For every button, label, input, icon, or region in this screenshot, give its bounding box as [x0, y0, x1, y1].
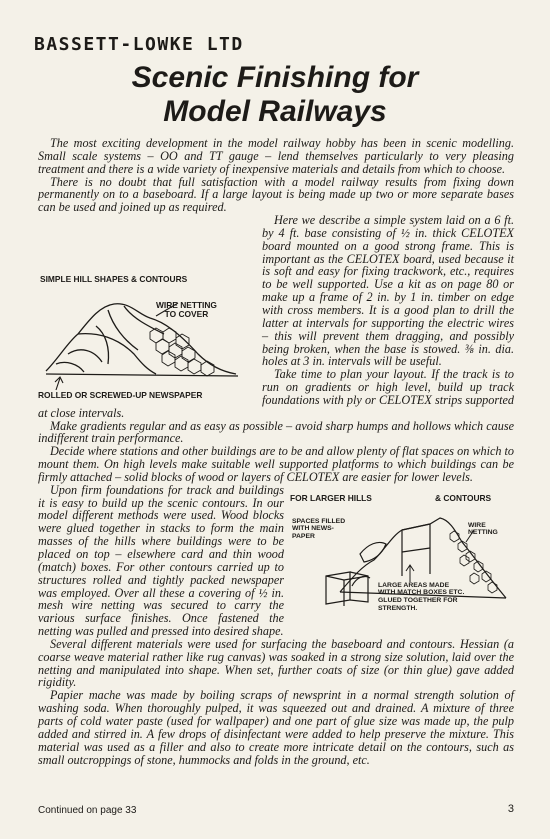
- newspaper-label: ROLLED OR SCREWED-UP NEWSPAPER: [38, 390, 203, 401]
- paragraph-9: Papier mache was made by boiling scraps of newsprint in a normal strength solution of washing soda. When thoroughly pulped, it was squeezed out and drained. A mixture of three parts of cold water paste (used for wallpaper) and one part of glue size was made up, the pulp added and stirred in. A few drops of disinfectant were added to help preserve the mixture. This material was used as a filler and also to create more intricate detail on the contours, such as small outcroppings of stone, hummocks and folds in the ground, etc.: [38, 688, 514, 767]
- larger-hills-title: FOR LARGER HILLS: [290, 492, 372, 503]
- brand-heading: BASSETT-LOWKE LTD: [34, 34, 244, 55]
- paragraph-4: Take time to plan your layout. If the track is to run on gradients or high level, build up track foundations with ply or CELOTEX strips supported at close intervals.: [38, 367, 514, 420]
- page-title-line-1: Scenic Finishing for: [131, 61, 419, 94]
- page-title-line-2: Model Railways: [163, 95, 387, 128]
- paragraph-3: Here we describe a simple system laid on a 6 ft. by 4 ft. base consisting of ½ in. thick CELOTEX board mounted on a good strong frame. This is important as the CELOTEX board, used because it is soft and easy for fixing trackwork, etc., requires to be well supported. Use a kit as on page 80 or make up a frame of 2 in. by 1 in. timber on edge with cross members. It is a good plan to drill the latter at intervals for supporting the electric wires – this will prevent them dragging, and possibly being broken, when the base is stowed. ⅜ in. dia. holes at 3 in. intervals will be useful.: [262, 213, 514, 369]
- paragraph-1: The most exciting development in the model railway hobby has been in scenic modelling. Small scale systems – OO and TT gauge – lend themselves particularly to very pleasing treatment and there is a wide variety of inexpensive materials and details from which to choose.: [38, 136, 514, 176]
- paragraph-8: Several different materials were used for surfacing the baseboard and contours. Hessian (a coarse weave material rather like rug canvas) was soaked in a strong size solution, laid over the netting and manipulated into shape. When set, further coats of size (or thin glue) gave added rigidity.: [38, 636, 514, 690]
- article-body: [38, 137, 514, 766]
- hill-shapes-illustration: [38, 214, 256, 400]
- figure-larger-hills: [290, 490, 514, 620]
- figure-hill-shapes: [38, 214, 256, 400]
- continued-note: Continued on page 33: [38, 805, 137, 816]
- paragraph-5: Make gradients regular and as easy as possible – avoid sharp humps and hollows which cause indifferent train performance.: [38, 418, 514, 446]
- paragraph-6: Decide where stations and other buildings are to be and allow plenty of flat spaces on which to mount them. On high levels make suitable well supported platforms to which buildings can be firmly attached – solid blocks of wood or layers of CELOTEX are easier for lower levels.: [38, 444, 514, 484]
- page-number: 3: [507, 803, 514, 815]
- wire-netting-label: WIRE NETTING TO COVER: [156, 300, 217, 320]
- hill-shapes-title: SIMPLE HILL SHAPES & CONTOURS: [40, 274, 188, 285]
- wire-netting-label-2: WIRE NETTING: [468, 521, 498, 537]
- spaces-filled-label: SPACES FILLED WITH NEWS- PAPER: [292, 517, 346, 540]
- paragraph-2: There is no doubt that full satisfaction with a model railway results from fixing down permanently on to a baseboard. If a large layout is being made up two or more separate bases can be used and joined up as required.: [38, 174, 514, 215]
- large-areas-label: LARGE AREAS MADE WITH MATCH BOXES ETC. GLUED TOGETHER FOR STRENGTH.: [378, 581, 465, 612]
- paragraph-7: Upon firm foundations for track and buildings it is easy to build up the scenic contours. In our model different methods were used. Wood blocks were glued together in stacks to form the main masses of the hills where buildings were to be placed on top – elsewhere card and thin wood (match) boxes. For other contours carried up to structures rolled and tightly packed newspaper was employed. Over all these a covering of ½ in. mesh wire netting was secured to carry the various surface finishes. Once fastened the netting was pulled and pressed into desired shape.: [38, 482, 284, 639]
- larger-hills-title-right: & CONTOURS: [435, 492, 492, 503]
